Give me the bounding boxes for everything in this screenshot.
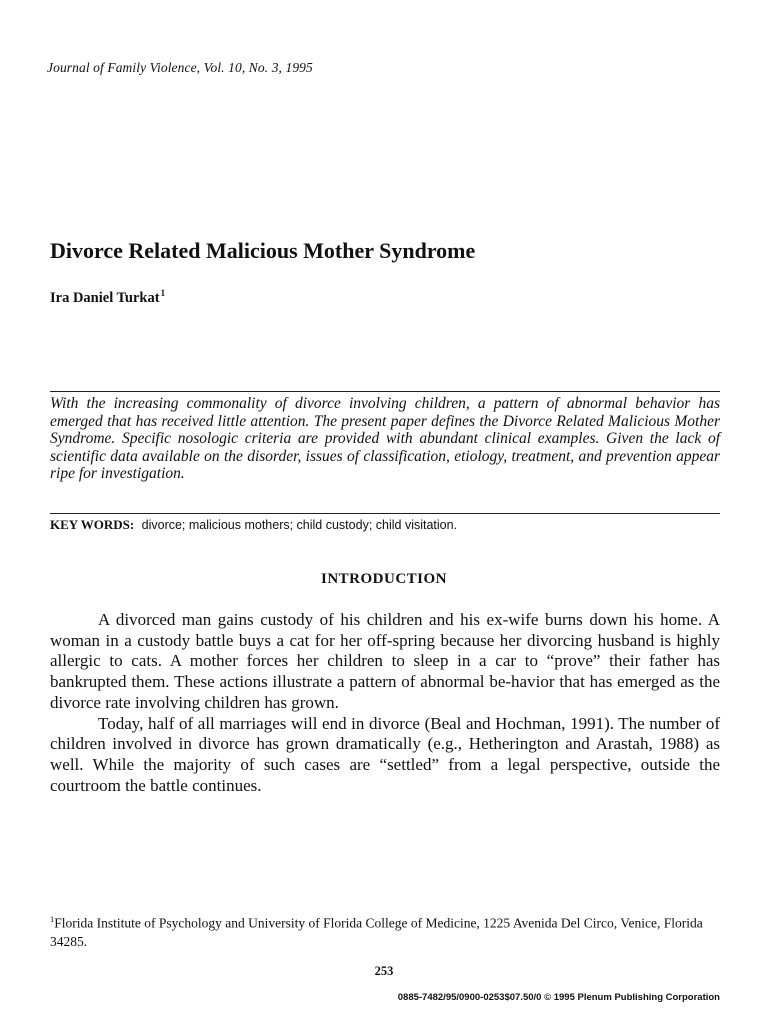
author-footnote-mark: 1 [160, 288, 166, 298]
body-paragraph: A divorced man gains custody of his children and his ex-wife burns down his home. A woman in a custody battle buys a cat for her off-spring because her divorcing husband is highly allergic to cats. A mother forces her children to sleep in a car to “prove” their father has bankrupted them. These actions illustrate a pattern of abnormal be-havior that has emerged as the divorce rate involving children has grown. [50, 610, 720, 712]
body-paragraph: Today, half of all marriages will end in divorce (Beal and Hochman, 1991). The number of children involved in divorce has grown dramatically (e.g., Hetherington and Arastah, 1988) as well. While the majority of such cases are “settled” from a legal perspective, outside the courtroom the battle continues. [50, 713, 720, 795]
abstract: With the increasing commonality of divorce involving children, a pattern of abnormal behavior has emerged that has received little attention. The present paper defines the Divorce Related Malicious Mother Syndrome. Specific nosologic criteria are provided with abundant clinical examples. Given the lack of scientific data available on the disorder, issues of classification, etiology, treatment, and prevention appear ripe for investigation. [50, 395, 720, 482]
abstract-bottom-rule [50, 513, 720, 514]
introduction-body [50, 610, 720, 796]
footnote-text: Florida Institute of Psychology and University of Florida College of Medicine, 1225 Avenida Del Circo, Venice, Florida 34285. [50, 915, 703, 949]
journal-citation: Journal of Family Violence, Vol. 10, No. 3, 1995 [47, 60, 313, 75]
author-name: Ira Daniel Turkat [50, 289, 160, 306]
keywords-text: divorce; malicious mothers; child custody; child visitation. [141, 518, 458, 532]
section-heading-introduction: INTRODUCTION [320, 571, 447, 587]
author-affiliation-footnote [50, 910, 720, 951]
author-line [50, 288, 165, 307]
article-title: Divorce Related Malicious Mother Syndrome [50, 238, 476, 263]
abstract-top-rule [50, 391, 720, 392]
keywords-label: KEY WORDS: [50, 517, 135, 532]
footnote-mark: 1 [50, 914, 55, 924]
page-number: 253 [374, 964, 394, 978]
copyright-line: 0885-7482/95/0900-0253$07.50/0 © 1995 Plenum Publishing Corporation [397, 992, 720, 1003]
keywords-line [50, 517, 720, 533]
